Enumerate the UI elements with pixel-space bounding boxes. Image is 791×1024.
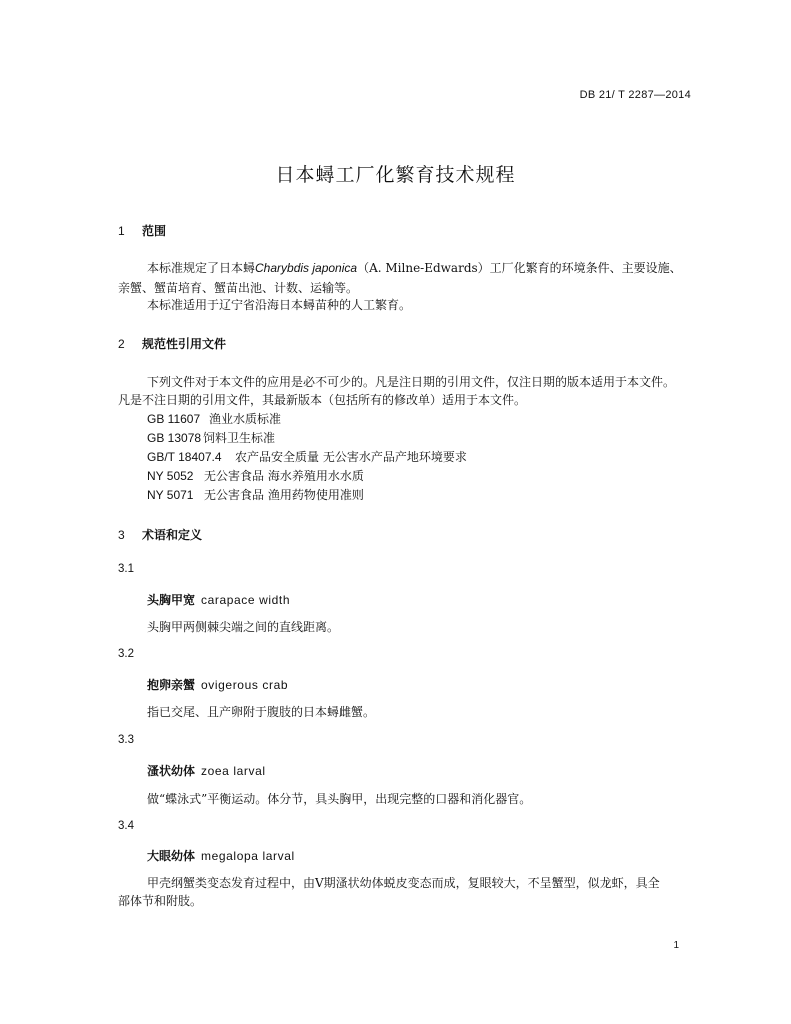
section-title: 规范性引用文件	[142, 337, 227, 351]
term-number: 3.3	[118, 734, 134, 746]
reference-item	[147, 429, 275, 446]
references-intro-line2: 凡是不注日期的引用文件，其最新版本（包括所有的修改单）适用于本文件。	[118, 393, 527, 407]
section-heading-scope	[118, 222, 166, 239]
scope-paragraph-2: 本标准适用于辽宁省沿海日本蟳苗种的人工繁育。	[147, 298, 412, 312]
term-en: carapace width	[201, 593, 291, 607]
reference-code: NY 5071	[147, 488, 194, 502]
reference-title: 饲料卫生标准	[203, 431, 276, 445]
reference-item	[147, 467, 364, 484]
term-heading	[147, 676, 288, 693]
section-number: 2	[118, 337, 125, 351]
scope-paragraph-line2: 亲蟹、蟹苗培育、蟹苗出池、计数、运输等。	[118, 281, 359, 295]
text-run: （A. Milne-Edwards）工厂化繁育的环境条件、主要设施、	[357, 261, 682, 275]
scope-paragraph-line1	[147, 258, 682, 278]
reference-item	[147, 486, 364, 503]
reference-item	[147, 448, 467, 465]
term-heading	[147, 591, 290, 608]
term-number: 3.1	[118, 563, 134, 575]
section-heading-terms	[118, 526, 202, 543]
term-en: megalopa larval	[201, 849, 295, 863]
term-zh: 抱卵亲蟹	[147, 678, 196, 692]
term-zh: 大眼幼体	[147, 849, 196, 863]
reference-item	[147, 410, 281, 427]
reference-title: 无公害食品 海水养殖用水水质	[204, 469, 364, 483]
species-name: Charybdis japonica	[255, 261, 358, 275]
reference-code: GB 11607	[147, 412, 201, 426]
page-title: 日本蟳工厂化繁育技术规程	[275, 164, 516, 186]
term-definition-line2: 部体节和附肢。	[118, 894, 203, 908]
reference-title: 无公害食品 渔用药物使用准则	[204, 488, 364, 502]
document-code: DB 21/ T 2287—2014	[579, 89, 691, 101]
term-heading	[147, 762, 266, 779]
section-number: 1	[118, 224, 125, 238]
term-heading	[147, 847, 295, 864]
term-number: 3.2	[118, 648, 134, 660]
term-definition-line1: 甲壳纲蟹类变态发育过程中，由Ⅴ期溞状幼体蜕皮变态而成，复眼较大，不呈蟹型，似龙虾，具全	[147, 876, 660, 890]
reference-code: GB 13078	[147, 431, 202, 445]
reference-code: GB/T 18407.4	[147, 450, 222, 464]
section-number: 3	[118, 528, 125, 542]
text-run: 本标准规定了日本蟳	[147, 261, 256, 275]
term-definition: 头胸甲两侧棘尖端之间的直线距离。	[147, 620, 340, 634]
section-title: 范围	[142, 224, 167, 238]
term-definition: 做“蝶泳式”平衡运动。体分节，具头胸甲，出现完整的口器和消化器官。	[147, 792, 532, 806]
section-heading-normative-references	[118, 335, 226, 352]
term-number: 3.4	[118, 820, 134, 832]
term-definition: 指已交尾、且产卵附于腹肢的日本蟳雌蟹。	[147, 705, 376, 719]
reference-title: 渔业水质标准	[209, 412, 282, 426]
section-title: 术语和定义	[142, 528, 203, 542]
reference-title: 农产品安全质量 无公害水产品产地环境要求	[235, 450, 467, 464]
term-zh: 头胸甲宽	[147, 593, 196, 607]
term-en: zoea larval	[201, 764, 266, 778]
term-zh: 溞状幼体	[147, 764, 196, 778]
reference-code: NY 5052	[147, 469, 194, 483]
page-number: 1	[673, 940, 679, 951]
term-en: ovigerous crab	[201, 678, 289, 692]
references-intro-line1: 下列文件对于本文件的应用是必不可少的。凡是注日期的引用文件，仅注日期的版本适用于本文件。	[147, 375, 676, 389]
